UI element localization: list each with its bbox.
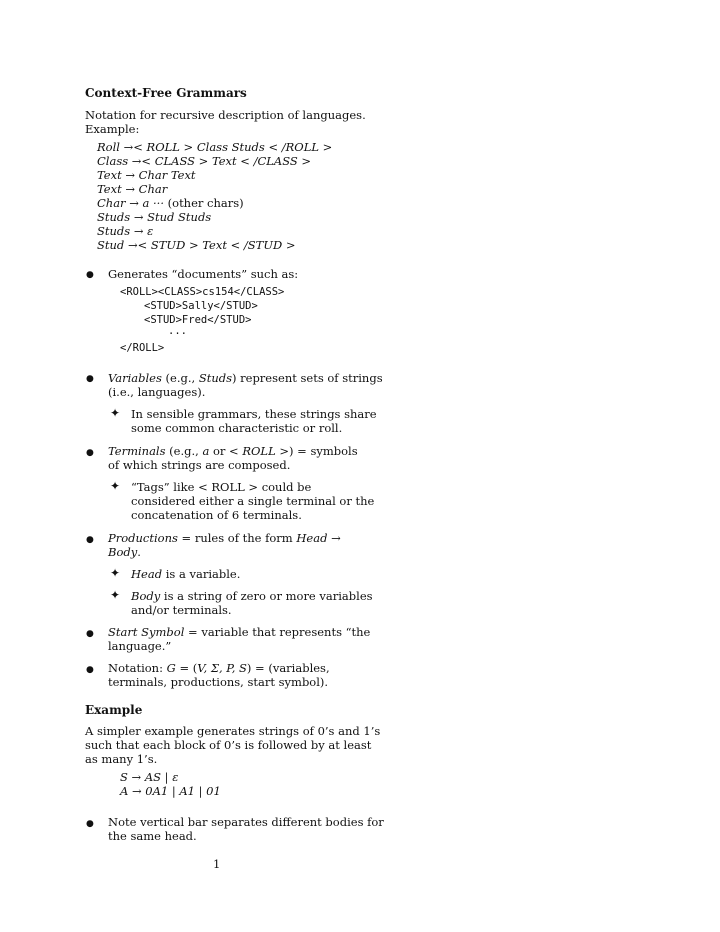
bullet-text: language.” bbox=[108, 639, 172, 653]
bullet-text: Terminals (e.g., a or < ROLL >) = symbols bbox=[108, 444, 358, 458]
production-line: A → 0A1 | A1 | 01 bbox=[120, 784, 221, 798]
bullet-text: Productions = rules of the form Head → bbox=[108, 531, 341, 545]
subbullet-text: Body is a string of zero or more variables bbox=[131, 589, 373, 603]
production-line: S → AS | ε bbox=[120, 770, 179, 784]
bullet-text: of which strings are composed. bbox=[108, 458, 291, 472]
bullet-text: Note vertical bar separates different bodies for bbox=[108, 815, 384, 829]
bullet-dot: ● bbox=[86, 819, 94, 829]
code-line: <STUD>Sally</STUD> bbox=[144, 300, 258, 312]
grammar-rule: Text → Char Text bbox=[97, 168, 196, 182]
bullet-dot: ● bbox=[86, 665, 94, 675]
section-heading-cfg: Context-Free Grammars bbox=[85, 86, 247, 100]
code-line: <STUD>Fred</STUD> bbox=[144, 314, 252, 326]
page-number: 1 bbox=[213, 857, 221, 871]
subbullet-text: concatenation of 6 terminals. bbox=[131, 508, 302, 522]
grammar-rule: Stud →< STUD > Text < /STUD > bbox=[97, 238, 296, 252]
grammar-rule: Class →< CLASS > Text < /CLASS > bbox=[97, 154, 312, 168]
subbullet-diamond-icon: ✦ bbox=[110, 566, 121, 580]
intro-line-1: Notation for recursive description of languages. bbox=[85, 108, 366, 122]
subbullet-text: and/or terminals. bbox=[131, 603, 232, 617]
grammar-rule: Studs → ε bbox=[97, 224, 154, 238]
bullet-dot: ● bbox=[86, 629, 94, 639]
bullet-text: terminals, productions, start symbol). bbox=[108, 675, 329, 689]
example-line: such that each block of 0’s is followed by at least bbox=[85, 738, 372, 752]
bullet-text: (i.e., languages). bbox=[108, 385, 206, 399]
example-line: A simpler example generates strings of 0’s and 1’s bbox=[85, 724, 381, 738]
bullet-text: Generates “documents” such as: bbox=[108, 267, 299, 281]
bullet-text: Body. bbox=[108, 545, 141, 559]
subbullet-diamond-icon: ✦ bbox=[110, 406, 121, 420]
code-line: ··· bbox=[168, 328, 187, 340]
intro-line-2: Example: bbox=[85, 122, 140, 136]
example-line: as many 1’s. bbox=[85, 752, 158, 766]
grammar-rule: Text → Char bbox=[97, 182, 168, 196]
bullet-dot: ● bbox=[86, 535, 94, 545]
subbullet-text: some common characteristic or roll. bbox=[131, 421, 343, 435]
bullet-dot: ● bbox=[86, 374, 94, 384]
code-line: </ROLL> bbox=[120, 342, 165, 354]
bullet-dot: ● bbox=[86, 270, 94, 280]
bullet-text: the same head. bbox=[108, 829, 197, 843]
subbullet-diamond-icon: ✦ bbox=[110, 588, 121, 602]
subbullet-text: In sensible grammars, these strings share bbox=[131, 407, 377, 421]
section-heading-example: Example bbox=[85, 703, 143, 717]
bullet-text: Start Symbol = variable that represents “the bbox=[108, 625, 371, 639]
grammar-rule: Studs → Stud Studs bbox=[97, 210, 212, 224]
bullet-dot: ● bbox=[86, 448, 94, 458]
subbullet-text: “Tags” like < ROLL > could be bbox=[131, 480, 312, 494]
code-line: <ROLL><CLASS>cs154</CLASS> bbox=[120, 286, 285, 298]
bullet-text: Notation: G = (V, Σ, P, S) = (variables, bbox=[108, 661, 330, 675]
grammar-rule: Char → a ··· (other chars) bbox=[97, 196, 244, 210]
grammar-rule: Roll →< ROLL > Class Studs < /ROLL > bbox=[97, 140, 333, 154]
bullet-text: Variables (e.g., Studs) represent sets of strings bbox=[108, 371, 383, 385]
subbullet-text: Head is a variable. bbox=[131, 567, 241, 581]
subbullet-diamond-icon: ✦ bbox=[110, 479, 121, 493]
subbullet-text: considered either a single terminal or the bbox=[131, 494, 375, 508]
